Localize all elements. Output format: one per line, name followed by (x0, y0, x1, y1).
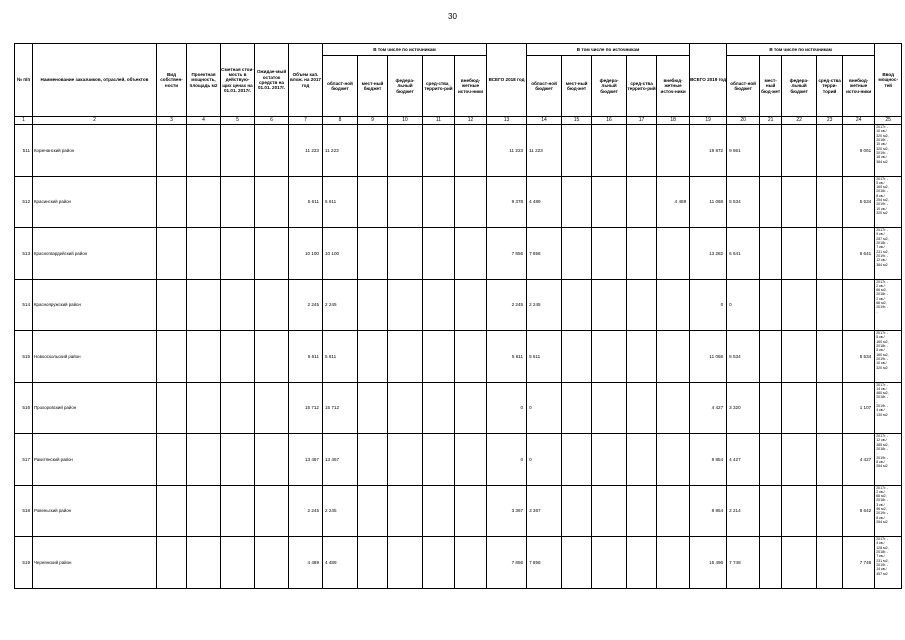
cell-reg2018: 0 (527, 382, 562, 434)
cell-reg2018: 11 223 (527, 125, 562, 177)
cell-v2017: 10 100 (289, 228, 323, 280)
column-index-cell: 4 (187, 117, 221, 125)
cell-empty (255, 228, 289, 280)
column-index-cell: 8 (323, 117, 358, 125)
cell-empty (592, 176, 627, 228)
cell-reg2017: 5 611 (323, 176, 358, 228)
investment-table (14, 43, 902, 589)
cell-t2018: 3 367 (487, 485, 527, 537)
cell-empty (423, 537, 455, 589)
cell-name: Красногвардейский район (33, 228, 157, 280)
cell-empty (388, 228, 423, 280)
cell-empty (817, 228, 843, 280)
cell-empty (455, 382, 487, 434)
cell-reg2017: 4 489 (323, 537, 358, 589)
cell-empty (358, 331, 388, 383)
cell-v2017: 5 611 (289, 176, 323, 228)
cell-t2019: 11 068 (690, 331, 727, 383)
cell-empty (157, 331, 187, 383)
column-index-cell: 16 (592, 117, 627, 125)
cell-reg2018: 0 (527, 434, 562, 486)
column-index-cell: 1 (15, 117, 33, 125)
cell-empty (760, 382, 782, 434)
cell-note: 2017г. - 10 кв./ 320 м2, 2018г. - 10 кв./ 320 м2, 2019г. - 18 кв./ 384 м2 (875, 125, 902, 177)
cell-no: 518 (15, 485, 33, 537)
cell-empty (388, 434, 423, 486)
cell-name: Прохоровский район (33, 382, 157, 434)
cell-empty (358, 434, 388, 486)
cell-empty (782, 434, 817, 486)
cell-name: Чернянский район (33, 537, 157, 589)
cell-empty (423, 434, 455, 486)
cell-empty (187, 176, 221, 228)
cell-empty (627, 434, 657, 486)
cell-no: 513 (15, 228, 33, 280)
cell-name: Краснояружский район (33, 279, 157, 331)
header-federal-2019: федера-льный бюджет (782, 56, 817, 117)
cell-empty (187, 382, 221, 434)
header-type: Вид собствен-ности (157, 44, 187, 117)
cell-no: 517 (15, 434, 33, 486)
header-no: № п/п (15, 44, 33, 117)
cell-empty (423, 331, 455, 383)
header-capacity: Проектная мощность, площадь м2 (187, 44, 221, 117)
cell-empty (157, 279, 187, 331)
header-federal-2017: федера-льный бюджет (388, 56, 423, 117)
cell-no: 514 (15, 279, 33, 331)
cell-v2017: 5 611 (289, 331, 323, 383)
cell-empty (592, 279, 627, 331)
cell-empty (187, 331, 221, 383)
cell-reg2017: 5 611 (323, 331, 358, 383)
cell-v2017: 11 223 (289, 125, 323, 177)
cell-t2018: 7 856 (487, 228, 527, 280)
cell-note: 2017г. - 9 кв./ 287 м2, 2018г. - 7 кв./ 231 м2, 2019г. - 12 кв./ 384 м2 (875, 228, 902, 280)
cell-empty (592, 125, 627, 177)
cell-empty (592, 434, 627, 486)
cell-empty (358, 228, 388, 280)
header-regional-2017: област-ной бюджет (323, 56, 358, 117)
cell-empty (760, 485, 782, 537)
table-row (15, 537, 902, 589)
cell-empty (423, 176, 455, 228)
cell-empty (782, 176, 817, 228)
cell-t2018: 7 856 (487, 537, 527, 589)
cell-empty (627, 176, 657, 228)
header-local-2017: мест-ный бюджет (358, 56, 388, 117)
column-index-cell: 15 (562, 117, 592, 125)
cell-t2019: 13 282 (690, 228, 727, 280)
cell-empty (455, 331, 487, 383)
cell-empty (221, 279, 255, 331)
cell-reg2018: 7 856 (527, 228, 562, 280)
cell-reg2019: 7 748 (727, 537, 760, 589)
column-index-cell: 22 (782, 117, 817, 125)
cell-empty (562, 125, 592, 177)
cell-t2018: 5 611 (487, 331, 527, 383)
cell-empty (782, 485, 817, 537)
cell-empty (760, 125, 782, 177)
cell-ext2019: 6 641 (843, 228, 875, 280)
cell-ext2019: 4 427 (843, 434, 875, 486)
column-index-cell: 5 (221, 117, 255, 125)
cell-empty (388, 331, 423, 383)
cell-ext2019: 5 534 (843, 176, 875, 228)
column-index-cell: 25 (875, 117, 902, 125)
cell-empty (255, 176, 289, 228)
cell-ext2018 (657, 125, 690, 177)
table-row (15, 434, 902, 486)
cell-empty (221, 382, 255, 434)
header-cost: Сметная стои-мость в действую-щих ценах на 01.01. 2017г. (221, 44, 255, 117)
cell-empty (592, 228, 627, 280)
header-extra-2019: внебюд-жетные источ-ники (843, 56, 875, 117)
cell-empty (782, 279, 817, 331)
cell-ext2019: 6 642 (843, 485, 875, 537)
cell-t2019: 0 (690, 279, 727, 331)
cell-empty (627, 125, 657, 177)
cell-empty (592, 537, 627, 589)
cell-empty (221, 537, 255, 589)
header-territory-2018: сред-ства террито-рий (627, 56, 657, 117)
cell-empty (760, 228, 782, 280)
header-total-2018: ВСЕГО 2018 год (487, 44, 527, 117)
cell-empty (358, 537, 388, 589)
header-volume-2017: Объем кап. влож. на 2017 год (289, 44, 323, 117)
cell-empty (627, 228, 657, 280)
cell-empty (760, 434, 782, 486)
header-sources-2019: В том числе по источникам (727, 44, 875, 56)
cell-empty (782, 331, 817, 383)
cell-empty (187, 228, 221, 280)
cell-note: 2017г. - 14 кв./ 480 м2, 2018г. - - 2019г. - 4 кв./ 130 м2 (875, 382, 902, 434)
cell-empty (423, 228, 455, 280)
header-sources-2017: В том числе по источникам (323, 44, 487, 56)
cell-name: Красинский район (33, 176, 157, 228)
header-commission: Ввод мощнос-тей (875, 44, 902, 117)
cell-empty (562, 537, 592, 589)
header-local-2018: мест-ный бюд-жет (562, 56, 592, 117)
column-index-cell: 13 (487, 117, 527, 125)
column-index-cell: 9 (358, 117, 388, 125)
header-territory-2017: сред-ства_ террито-рий (423, 56, 455, 117)
table-row (15, 485, 902, 537)
cell-note: 2017г. - 5 кв./ 160 м2, 2018г. - 5 кв./ 160 м2, 2019г. - 10 кв./ 320 м2 (875, 331, 902, 383)
cell-ext2019: 9 061 (843, 125, 875, 177)
cell-reg2019: 6 641 (727, 228, 760, 280)
cell-empty (455, 176, 487, 228)
header-total-2019: ВСЕГО 2019 год (690, 44, 727, 117)
cell-name: Ракитянский район (33, 434, 157, 486)
cell-reg2018: 3 367 (527, 485, 562, 537)
cell-empty (358, 279, 388, 331)
column-index-cell: 24 (843, 117, 875, 125)
column-index-cell: 6 (255, 117, 289, 125)
cell-ext2018 (657, 434, 690, 486)
cell-v2017: 2 245 (289, 485, 323, 537)
header-local-2019: мест-ный бюд-жет (760, 56, 782, 117)
cell-empty (782, 228, 817, 280)
cell-empty (817, 537, 843, 589)
cell-empty (187, 537, 221, 589)
table-row (15, 176, 902, 228)
cell-empty (592, 485, 627, 537)
cell-empty (358, 382, 388, 434)
cell-empty (627, 485, 657, 537)
cell-empty (592, 331, 627, 383)
cell-name: Ровеньский район (33, 485, 157, 537)
cell-reg2018: 7 856 (527, 537, 562, 589)
cell-v2017: 13 467 (289, 434, 323, 486)
cell-t2019: 8 854 (690, 485, 727, 537)
cell-t2019: 4 427 (690, 382, 727, 434)
cell-empty (255, 537, 289, 589)
cell-empty (562, 228, 592, 280)
column-index-cell: 11 (423, 117, 455, 125)
cell-t2019: 15 496 (690, 537, 727, 589)
cell-empty (423, 485, 455, 537)
cell-empty (562, 331, 592, 383)
cell-v2017: 4 489 (289, 537, 323, 589)
cell-empty (562, 434, 592, 486)
cell-v2017: 2 245 (289, 279, 323, 331)
cell-empty (187, 434, 221, 486)
column-index-cell: 3 (157, 117, 187, 125)
table-row (15, 228, 902, 280)
header-federal-2018: федера-льный бюджет (592, 56, 627, 117)
column-index-row (15, 117, 902, 125)
cell-empty (221, 331, 255, 383)
column-index-cell: 14 (527, 117, 562, 125)
cell-empty (157, 125, 187, 177)
cell-empty (817, 279, 843, 331)
cell-t2019: 8 854 (690, 434, 727, 486)
header-name: Наименование заказчиков, отраслей, объектов (33, 44, 157, 117)
cell-empty (455, 228, 487, 280)
header-extra-2018: внебюд-жетные источ-ники (657, 56, 690, 117)
cell-empty (423, 382, 455, 434)
cell-name: Новооскольский район (33, 331, 157, 383)
cell-empty (562, 382, 592, 434)
cell-empty (255, 331, 289, 383)
cell-empty (221, 485, 255, 537)
cell-reg2017: 2 245 (323, 279, 358, 331)
cell-empty (455, 537, 487, 589)
cell-empty (455, 279, 487, 331)
cell-empty (358, 485, 388, 537)
header-sources-2018: В том числе по источникам (527, 44, 690, 56)
column-index-cell: 21 (760, 117, 782, 125)
table-row (15, 125, 902, 177)
column-index-cell: 2 (33, 117, 157, 125)
cell-empty (627, 279, 657, 331)
cell-reg2019: 5 534 (727, 331, 760, 383)
cell-empty (157, 382, 187, 434)
cell-empty (760, 537, 782, 589)
cell-ext2019: 5 534 (843, 331, 875, 383)
cell-empty (760, 176, 782, 228)
cell-empty (782, 125, 817, 177)
cell-reg2017: 11 223 (323, 125, 358, 177)
cell-empty (255, 382, 289, 434)
cell-empty (627, 537, 657, 589)
cell-ext2018 (657, 279, 690, 331)
cell-empty (423, 125, 455, 177)
column-index-cell: 7 (289, 117, 323, 125)
cell-empty (627, 331, 657, 383)
cell-empty (388, 176, 423, 228)
cell-empty (627, 382, 657, 434)
table-row (15, 279, 902, 331)
cell-empty (423, 279, 455, 331)
cell-empty (388, 279, 423, 331)
cell-note: 2017г. - 2 кв./ 66 м2, 2018г. - 3 кв./ 96 м2, 2019г. - 8 кв./ 264 м2 (875, 485, 902, 537)
cell-empty (817, 125, 843, 177)
cell-reg2018: 5 611 (527, 331, 562, 383)
cell-empty (157, 537, 187, 589)
cell-reg2019: 3 320 (727, 382, 760, 434)
cell-empty (187, 279, 221, 331)
cell-empty (255, 279, 289, 331)
cell-reg2017: 15 712 (323, 382, 358, 434)
cell-empty (455, 434, 487, 486)
header-territory-2019: сред-ства терри-торий (817, 56, 843, 117)
cell-empty (221, 434, 255, 486)
cell-empty (187, 485, 221, 537)
cell-no: 512 (15, 176, 33, 228)
column-index-cell: 10 (388, 117, 423, 125)
cell-empty (358, 125, 388, 177)
cell-empty (562, 279, 592, 331)
cell-ext2018 (657, 228, 690, 280)
cell-reg2018: 2 245 (527, 279, 562, 331)
cell-t2018: 11 223 (487, 125, 527, 177)
cell-no: 519 (15, 537, 33, 589)
cell-reg2017: 10 100 (323, 228, 358, 280)
cell-empty (760, 331, 782, 383)
cell-ext2018 (657, 331, 690, 383)
cell-t2019: 11 068 (690, 176, 727, 228)
cell-t2018: 9 378 (487, 176, 527, 228)
cell-no: 515 (15, 331, 33, 383)
header-extra-2017: внебюд-жетные источ-ники (455, 56, 487, 117)
header-regional-2018: област-ной бюджет (527, 56, 562, 117)
header-remainder: Ожидае-мый остаток средств на 01.01. 2017г. (255, 44, 289, 117)
cell-empty (221, 125, 255, 177)
cell-empty (817, 382, 843, 434)
column-index-cell: 23 (817, 117, 843, 125)
cell-note: 2017г. - 4 кв./ 128 м2, 2018г. - 7 кв./ 231 м2, 2019г. - 14 кв./ 457 м2 (875, 537, 902, 589)
cell-empty (592, 382, 627, 434)
cell-empty (157, 228, 187, 280)
cell-empty (221, 228, 255, 280)
cell-empty (782, 382, 817, 434)
cell-empty (187, 125, 221, 177)
cell-reg2017: 2 245 (323, 485, 358, 537)
cell-t2018: 0 (487, 434, 527, 486)
cell-empty (157, 485, 187, 537)
cell-empty (221, 176, 255, 228)
cell-reg2019: 0 (727, 279, 760, 331)
cell-empty (388, 537, 423, 589)
cell-reg2018: 4 489 (527, 176, 562, 228)
cell-ext2019: 1 107 (843, 382, 875, 434)
cell-reg2019: 9 861 (727, 125, 760, 177)
cell-empty (255, 125, 289, 177)
cell-empty (157, 434, 187, 486)
cell-empty (817, 176, 843, 228)
cell-note: 2017г. - 2 кв./ 66 м2, 2018г. - 2 кв./ 66 м2, 2019г. - - (875, 279, 902, 331)
cell-empty (782, 537, 817, 589)
column-index-cell: 18 (657, 117, 690, 125)
cell-ext2018 (657, 485, 690, 537)
cell-empty (388, 485, 423, 537)
cell-reg2019: 2 214 (727, 485, 760, 537)
page-number: 30 (448, 12, 457, 21)
cell-empty (255, 485, 289, 537)
cell-empty (562, 485, 592, 537)
cell-empty (358, 176, 388, 228)
table-row (15, 382, 902, 434)
cell-empty (455, 125, 487, 177)
cell-reg2017: 13 467 (323, 434, 358, 486)
cell-reg2019: 4 427 (727, 434, 760, 486)
cell-no: 516 (15, 382, 33, 434)
column-index-cell: 19 (690, 117, 727, 125)
cell-name: Кормчанский район (33, 125, 157, 177)
cell-empty (760, 279, 782, 331)
cell-empty (562, 176, 592, 228)
cell-v2017: 15 712 (289, 382, 323, 434)
cell-ext2019: 7 748 (843, 537, 875, 589)
cell-empty (255, 434, 289, 486)
cell-note: 2017г. - 5 кв./ 160 м2, 2018г. - 8 кв./ 254 м2, 2019г. - 10 кв./ 320 м2 (875, 176, 902, 228)
cell-note: 2017г. - 12 кв./ 385 м2, 2018г. - - 2019г. - 8 кв./ 264 м2 (875, 434, 902, 486)
cell-empty (388, 125, 423, 177)
column-index-cell: 20 (727, 117, 760, 125)
cell-ext2018: 4 489 (657, 176, 690, 228)
cell-ext2018 (657, 537, 690, 589)
cell-empty (157, 176, 187, 228)
cell-t2018: 0 (487, 382, 527, 434)
header-regional-2019: област-ной бюджет (727, 56, 760, 117)
cell-t2018: 2 245 (487, 279, 527, 331)
cell-ext2018 (657, 382, 690, 434)
cell-empty (817, 434, 843, 486)
column-index-cell: 17 (627, 117, 657, 125)
cell-reg2019: 5 534 (727, 176, 760, 228)
table-row (15, 331, 902, 383)
cell-t2019: 19 872 (690, 125, 727, 177)
cell-empty (817, 485, 843, 537)
cell-no: 511 (15, 125, 33, 177)
column-index-cell: 12 (455, 117, 487, 125)
cell-empty (455, 485, 487, 537)
cell-empty (817, 331, 843, 383)
cell-empty (388, 382, 423, 434)
cell-ext2019 (843, 279, 875, 331)
